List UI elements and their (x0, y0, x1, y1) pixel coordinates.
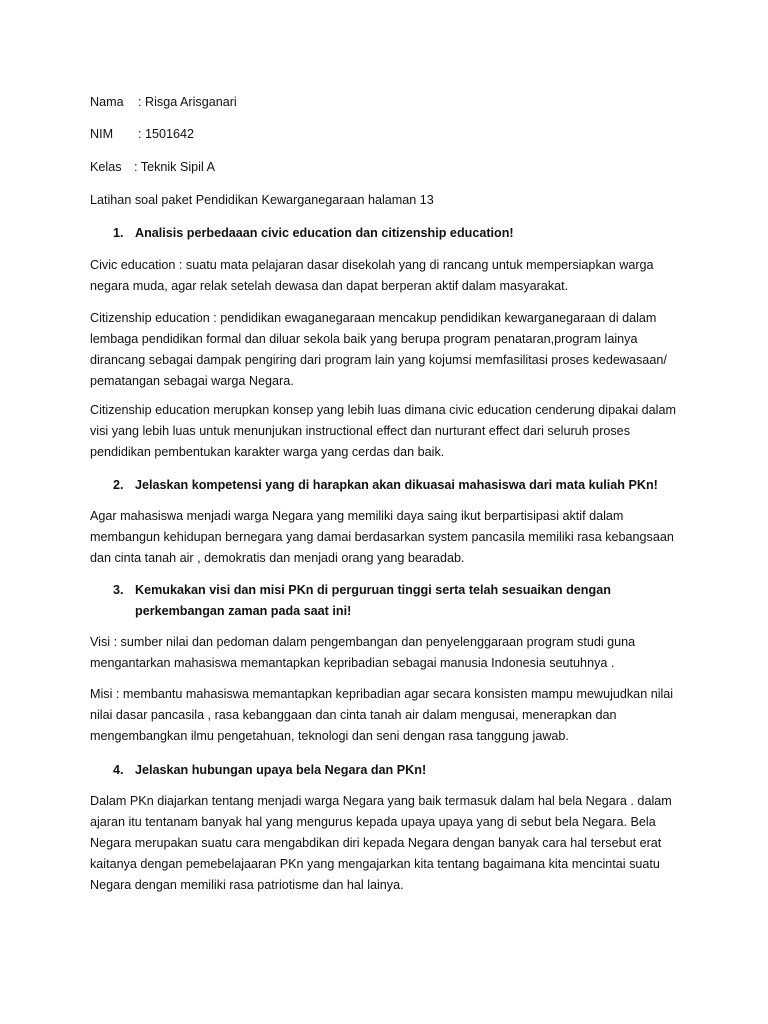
kelas-label: Kelas (90, 160, 122, 174)
answer-1-citizenship: Citizenship education : pendidikan ewaganegaraan mencakup pendidikan kewarganegaraan di dalam lembaga pendidikan formal dan diluar sekola baik yang berupa program penataran,program lainya dirancang sebagai dampak pengiring dari program lain yang kojumsi memfasilitasi proses kedewasaan/ pematangan sebagai warga Negara. (90, 311, 667, 388)
question-4 (113, 760, 693, 781)
question-2-text: Jelaskan kompetensi yang di harapkan akan dikuasai mahasiswa dari mata kuliah PKn! (135, 478, 658, 492)
answer-2: Agar mahasiswa menjadi warga Negara yang memiliki daya saing ikut berpartisipasi aktif dalam membangun kehidupan bernegara yang damai berdasarkan system pancasila memiliki rasa kebangsaan dan cinta tanah air , demokratis dan menjadi orang yang bearadab. (90, 509, 674, 565)
kelas-row (90, 157, 690, 178)
nim-label: NIM (90, 127, 114, 141)
nama-row (90, 92, 690, 113)
question-4-number: 4. (113, 763, 124, 777)
nama-value: : Risga Arisganari (138, 95, 237, 109)
question-4-text: Jelaskan hubungan upaya bela Negara dan PKn! (135, 763, 427, 777)
nim-row (90, 124, 690, 145)
nim-value: : 1501642 (138, 127, 195, 141)
question-1-number: 1. (113, 226, 124, 240)
question-1 (113, 223, 693, 244)
question-3-number: 3. (113, 583, 124, 597)
answer-1-comparison: Citizenship education merupkan konsep yang lebih luas dimana civic education cenderung dipakai dalam visi yang lebih luas untuk menunjukan instructional effect dan nurturant effect dari seluruh proses pendidikan pembentukan karakter warga yang cerdas dan baik. (90, 403, 676, 459)
question-2 (113, 475, 693, 496)
answer-1-civic: Civic education : suatu mata pelajaran dasar disekolah yang di rancang untuk mempersiapkan warga negara muda, agar relak setelah dewasa dan dapat berperan aktif dalam masyarakat. (90, 258, 654, 293)
question-3-text: Kemukakan visi dan misi PKn di perguruan tinggi serta telah sesuaikan dengan perkembangan zaman pada saat ini! (135, 583, 611, 618)
question-3 (113, 580, 693, 622)
intro-line: Latihan soal paket Pendidikan Kewarganegaraan halaman 13 (90, 193, 434, 207)
answer-3-visi: Visi : sumber nilai dan pedoman dalam pengembangan dan penyelenggaraan program studi guna mengantarkan mahasiswa memantapkan kepribadian sebagai manusia Indonesia seutuhnya . (90, 635, 636, 670)
question-1-text: Analisis perbedaaan civic education dan citizenship education! (135, 226, 514, 240)
answer-3-misi: Misi : membantu mahasiswa memantapkan kepribadian agar secara konsisten mampu mewujudkan nilai nilai dasar pancasila , rasa kebanggaan dan cinta tanah air dalam mengusai, menerapkan dan mengembangkan ilmu pengetahuan, teknologi dan seni dengan rasa tanggung jawab. (90, 687, 674, 743)
answer-4: Dalam PKn diajarkan tentang menjadi warga Negara yang baik termasuk dalam hal bela Negara . dalam ajaran itu tentanam banyak hal yang mengurus kepada upaya upaya yang di sebut bela Negara. Bela Negara merupakan suatu cara mengabdikan diri kepada Negara dengan banyak cara hal tersebut erat kaitanya dengan pemebelajaaran PKn yang mengajarkan kita tentang bagaimana kita mencintai suatu Negara dengan memiliki rasa patriotisme dan hal lainya. (90, 794, 672, 892)
kelas-value: : Teknik Sipil A (134, 160, 215, 174)
question-2-number: 2. (113, 478, 124, 492)
nama-label: Nama (90, 95, 124, 109)
